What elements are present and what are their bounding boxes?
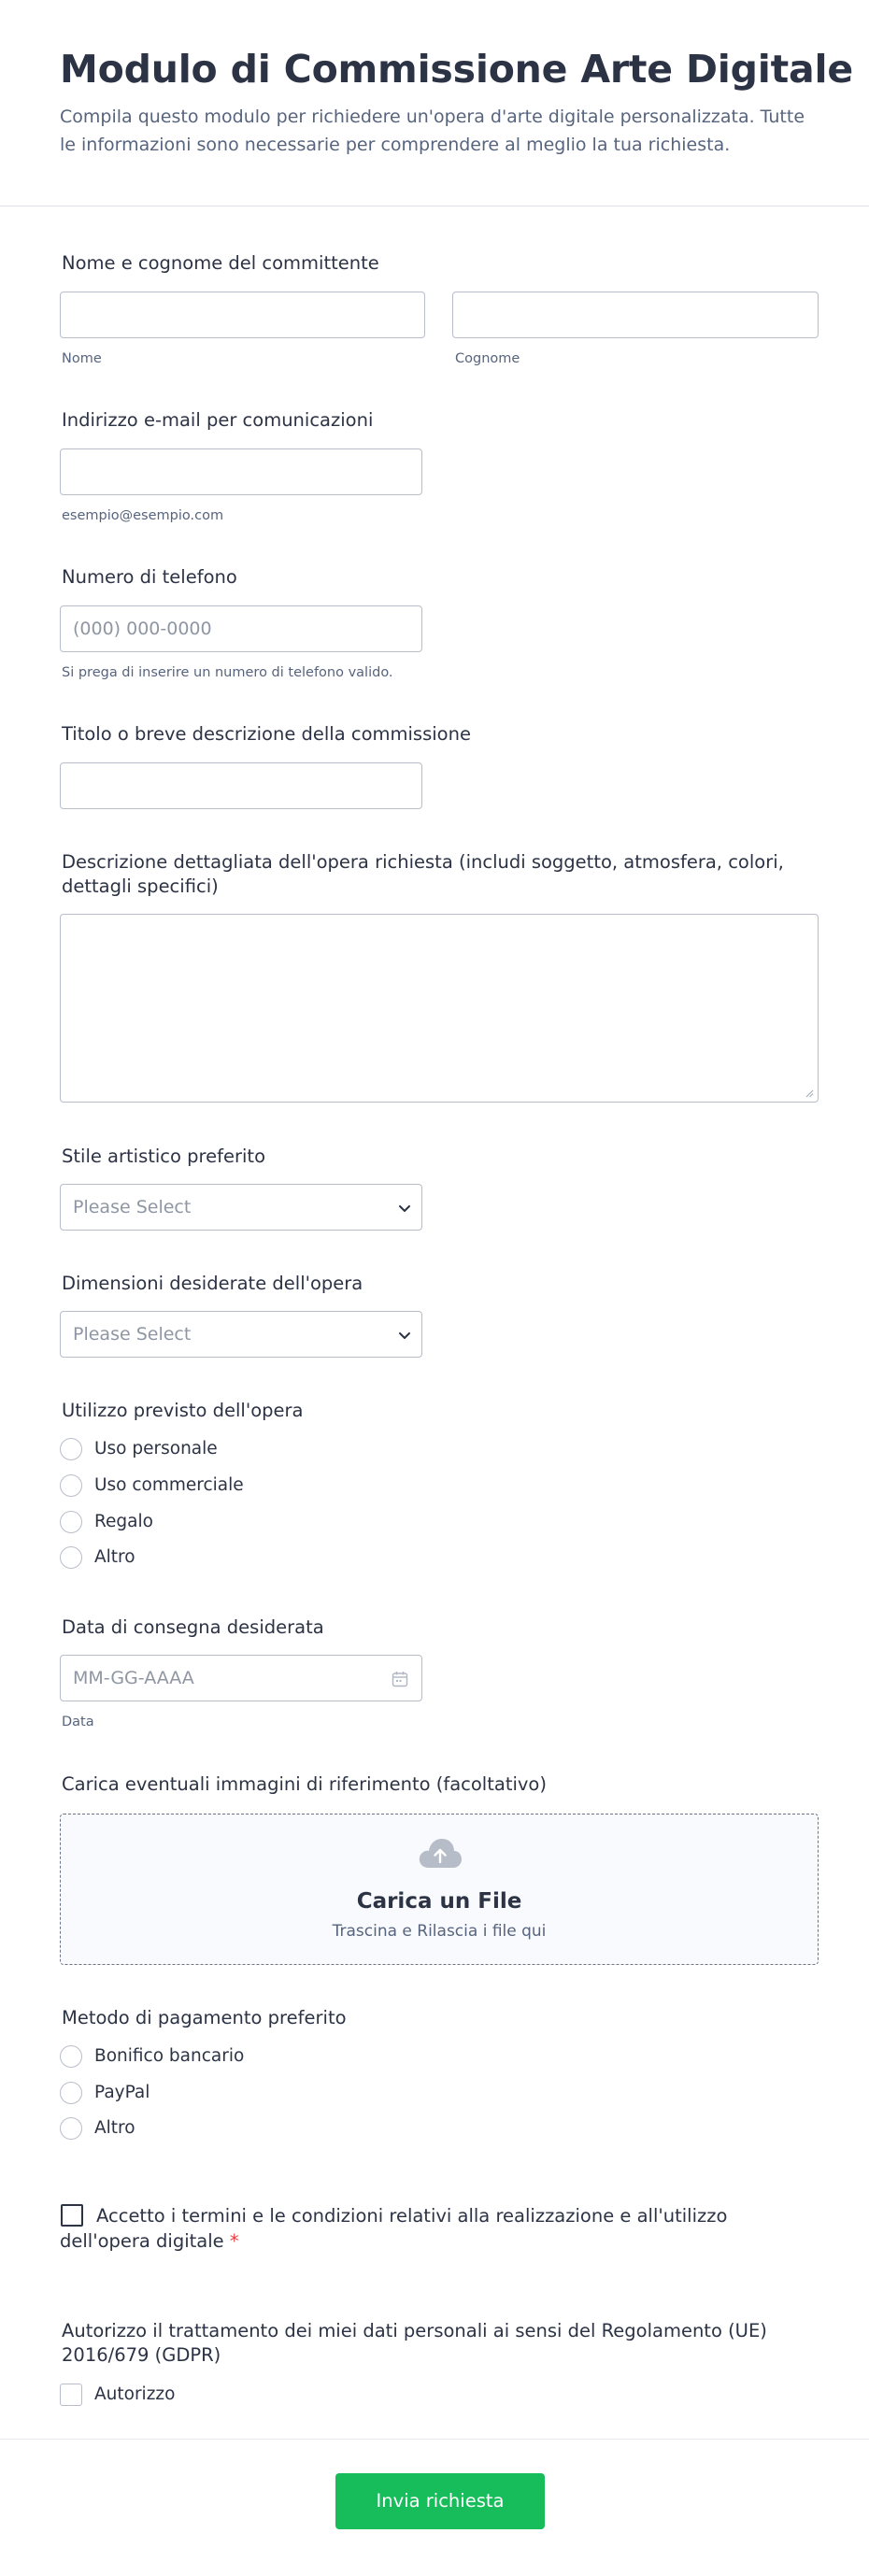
size-select[interactable] [60, 1311, 422, 1358]
terms-label: Accetto i termini e le condizioni relativi alla realizzazione e all'utilizzo dell'opera digitale [60, 2205, 728, 2252]
description-label: Descrizione dettagliata dell'opera richiesta (includi soggetto, atmosfera, colori, dettagli specifici) [62, 851, 784, 897]
radio-button[interactable] [60, 1474, 82, 1497]
radio-label: Regalo [94, 1512, 153, 1531]
commission-title-label: Titolo o breve descrizione della commissione [62, 723, 471, 745]
radio-button[interactable] [60, 1546, 82, 1569]
phone-label: Numero di telefono [62, 566, 237, 588]
style-label: Stile artistico preferito [62, 1146, 265, 1167]
email-sublabel: esempio@esempio.com [62, 508, 224, 523]
radio-button[interactable] [60, 2045, 82, 2068]
size-label: Dimensioni desiderate dell'opera [62, 1273, 363, 1294]
submit-button[interactable]: Invia richiesta [335, 2473, 545, 2529]
last-name-sublabel: Cognome [455, 351, 520, 366]
gdpr-label: Autorizzo il trattamento dei miei dati personali ai sensi del Regolamento (UE) 2016/679 (GDPR) [62, 2320, 767, 2366]
phone-placeholder: (000) 000-0000 [73, 619, 212, 639]
chevron-down-icon [397, 1201, 412, 1216]
radio-button[interactable] [60, 1438, 82, 1460]
date-label: Data di consegna desiderata [62, 1616, 324, 1638]
form-header [0, 0, 869, 206]
style-select-value: Please Select [73, 1197, 192, 1217]
radio-button[interactable] [60, 2082, 82, 2104]
radio-label: Altro [94, 2118, 135, 2138]
gdpr-checkbox[interactable] [60, 2384, 82, 2406]
gdpr-option-label: Autorizzo [94, 2384, 176, 2404]
style-select[interactable] [60, 1184, 422, 1231]
upload-hint: Trascina e Rilascia i file qui [332, 1922, 547, 1941]
radio-label: Uso commerciale [94, 1475, 244, 1495]
last-name-input[interactable] [452, 292, 819, 338]
size-select-value: Please Select [73, 1324, 192, 1345]
date-placeholder: MM-GG-AAAA [73, 1668, 194, 1688]
description-textarea[interactable] [60, 914, 819, 1103]
cloud-upload-icon [418, 1837, 463, 1871]
date-sublabel: Data [62, 1715, 94, 1729]
terms-text[interactable] [60, 2203, 770, 2254]
required-mark: * [229, 2230, 239, 2252]
radio-button[interactable] [60, 1511, 82, 1533]
radio-button[interactable] [60, 2117, 82, 2140]
file-upload-dropzone[interactable] [60, 1814, 819, 1965]
resize-grip-icon[interactable] [805, 1089, 814, 1098]
upload-button-text[interactable]: Carica un File [356, 1889, 522, 1914]
radio-label: Altro [94, 1547, 135, 1567]
form-title: Modulo di Commissione Arte Digitale [60, 47, 853, 92]
chevron-down-icon [397, 1328, 412, 1343]
upload-label: Carica eventuali immagini di riferimento (facoltativo) [62, 1773, 547, 1795]
radio-label: Uso personale [94, 1439, 218, 1459]
form-subtitle: Compila questo modulo per richiedere un'opera d'arte digitale personalizzata. Tutte le informazioni sono necessarie per comprendere al meglio la tua richiesta. [60, 107, 805, 155]
first-name-input[interactable] [60, 292, 425, 338]
usage-label: Utilizzo previsto dell'opera [62, 1400, 304, 1421]
name-label: Nome e cognome del committente [62, 252, 379, 274]
calendar-icon[interactable] [392, 1671, 408, 1687]
radio-label: PayPal [94, 2083, 150, 2102]
payment-label: Metodo di pagamento preferito [62, 2007, 347, 2028]
date-input[interactable] [60, 1655, 422, 1701]
email-input[interactable] [60, 448, 422, 495]
email-label: Indirizzo e-mail per comunicazioni [62, 409, 374, 431]
radio-label: Bonifico bancario [94, 2046, 245, 2066]
first-name-sublabel: Nome [62, 351, 102, 366]
phone-input[interactable] [60, 605, 422, 652]
commission-title-input[interactable] [60, 762, 422, 809]
form-footer [0, 2439, 869, 2576]
phone-sublabel: Si prega di inserire un numero di telefono valido. [62, 665, 393, 680]
